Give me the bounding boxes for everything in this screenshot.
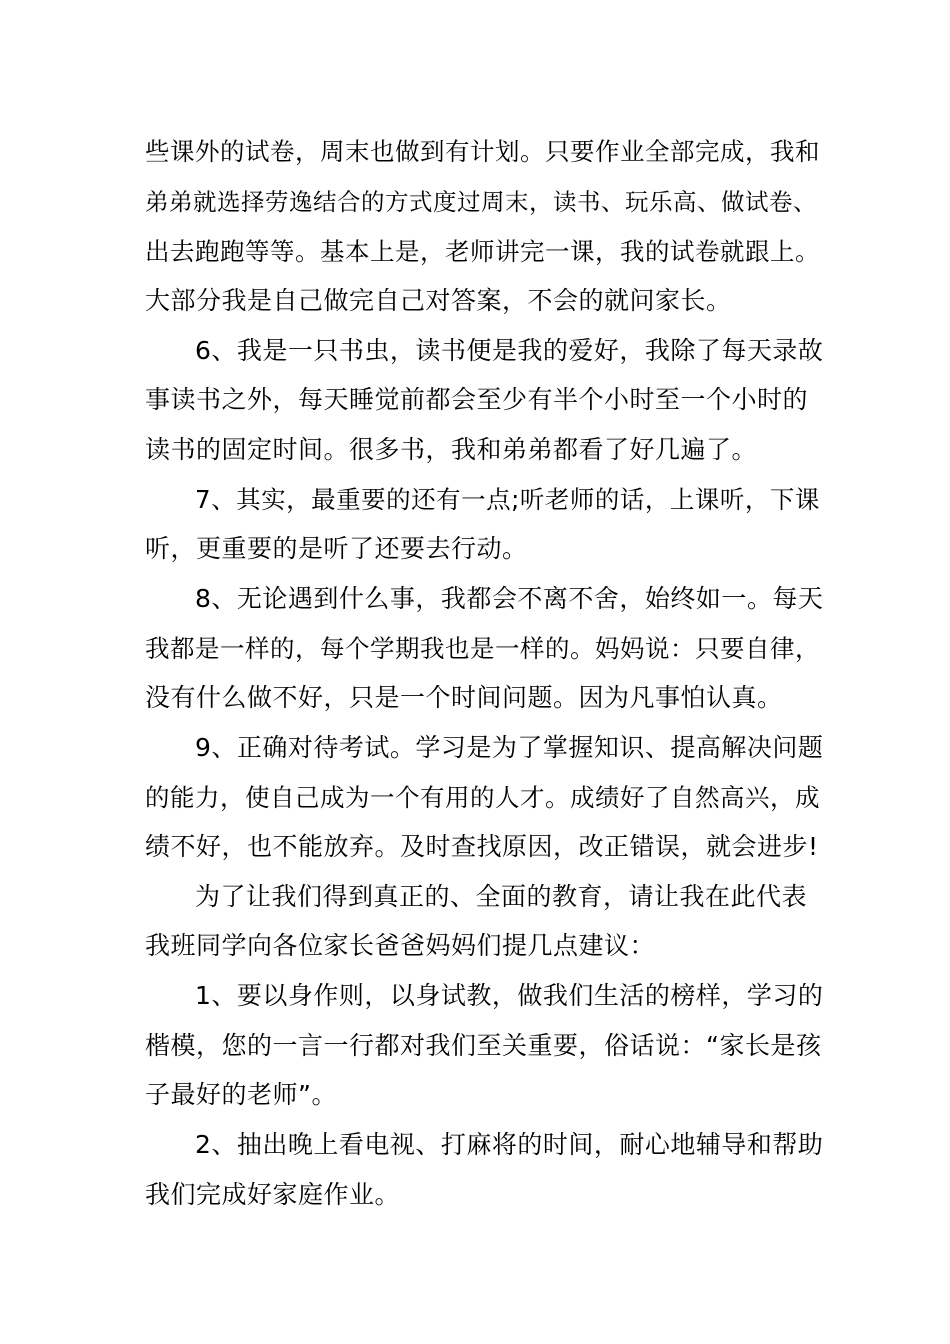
text-line: 大部分我是自己做完自己对答案，不会的就问家长。 [145, 286, 732, 315]
text-line: 出去跑跑等等。基本上是，老师讲完一课，我的试卷就跟上。 [145, 237, 820, 266]
text-line: 我都是一样的，每个学期我也是一样的。妈妈说：只要自律， [145, 634, 820, 663]
text-line: 7、其实，最重要的还有一点;听老师的话，上课听，下课 [195, 485, 820, 514]
text-line: 我们完成好家庭作业。 [145, 1180, 401, 1209]
text-line: 读书的固定时间。很多书，我和弟弟都看了好几遍了。 [145, 435, 758, 464]
text-line: 我班同学向各位家长爸爸妈妈们提几点建议： [145, 931, 656, 960]
text-line: 的能力，使自己成为一个有用的人才。成绩好了自然高兴，成 [145, 783, 820, 812]
text-line: 8、无论遇到什么事，我都会不离不舍，始终如一。每天 [195, 584, 824, 613]
text-line: 2、抽出晚上看电视、打麻将的时间，耐心地辅导和帮助 [195, 1130, 824, 1159]
text-line: 9、正确对待考试。学习是为了掌握知识、提高解决问题 [195, 733, 824, 762]
text-line: 子最好的老师”。 [145, 1080, 337, 1109]
text-line: 绩不好，也不能放弃。及时查找原因，改正错误，就会进步! [145, 832, 819, 861]
text-line: 没有什么做不好，只是一个时间问题。因为凡事怕认真。 [145, 683, 783, 712]
text-line: 些课外的试卷，周末也做到有计划。只要作业全部完成，我和 [145, 137, 820, 166]
text-line: 6、我是一只书虫，读书便是我的爱好，我除了每天录故 [195, 336, 824, 365]
text-line: 1、要以身作则，以身试教，做我们生活的榜样，学习的 [195, 981, 824, 1010]
text-line: 楷模，您的一言一行都对我们至关重要，俗话说：“家长是孩 [145, 1031, 822, 1060]
text-line: 为了让我们得到真正的、全面的教育，请让我在此代表 [195, 882, 808, 911]
text-line: 听，更重要的是听了还要去行动。 [145, 534, 528, 563]
text-line: 事读书之外，每天睡觉前都会至少有半个小时至一个小时的 [145, 385, 809, 414]
text-line: 弟弟就选择劳逸结合的方式度过周末，读书、玩乐高、做试卷、 [145, 188, 817, 216]
